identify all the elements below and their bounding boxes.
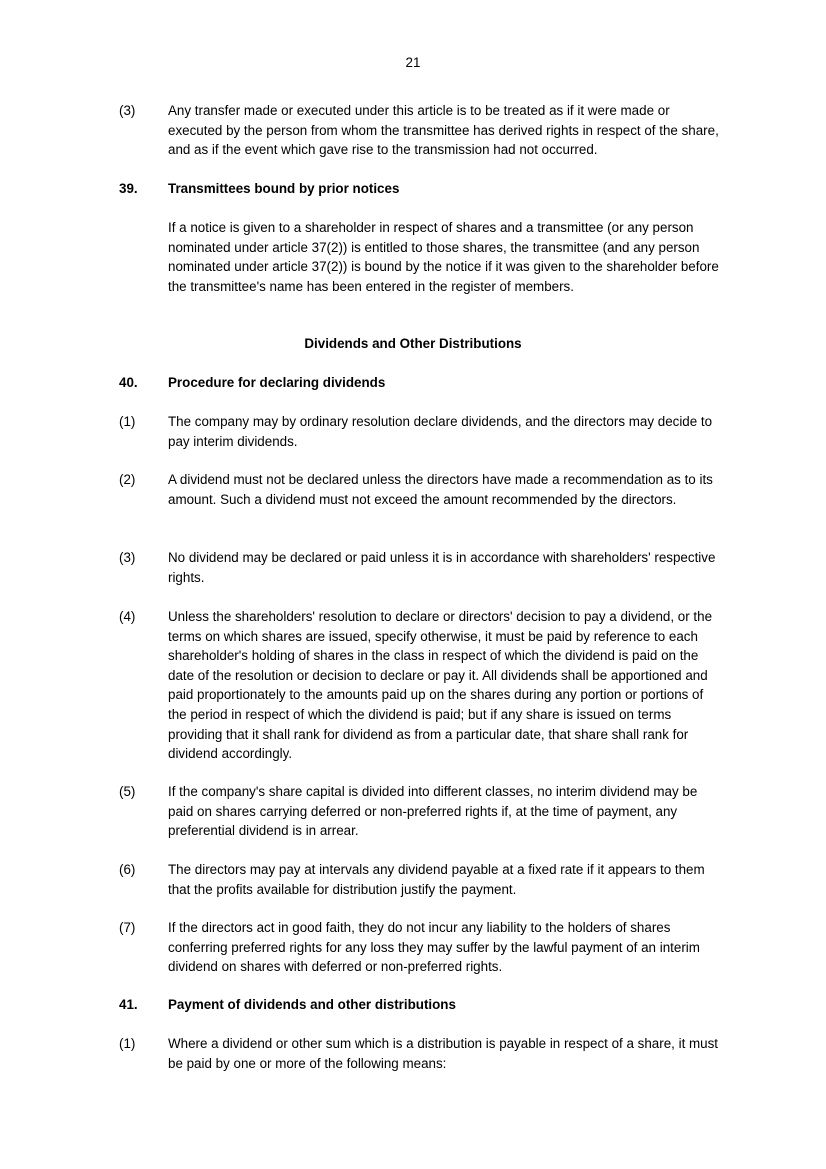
paragraph-40-5 [119, 782, 719, 841]
paragraph-40-2 [119, 470, 719, 509]
paragraph-text: If the company's share capital is divided into different classes, no interim dividend may be paid on shares carrying deferred or non-preferred rights if, at the time of payment, any preferential dividend is in arrear. [168, 784, 698, 839]
paragraph-40-7 [119, 918, 719, 977]
article-number: 39. [119, 181, 138, 196]
article-40-heading [119, 373, 719, 393]
article-39-heading [119, 179, 719, 199]
article-number: 41. [119, 997, 138, 1012]
article-number: 40. [119, 375, 138, 390]
paragraph-text: The company may by ordinary resolution declare dividends, and the directors may decide to pay interim dividends. [168, 414, 713, 449]
paragraph-40-4 [119, 607, 719, 764]
paragraph-41-1 [119, 1034, 719, 1073]
paragraph-40-3 [119, 548, 719, 587]
paragraph-text: No dividend may be declared or paid unless it is in accordance with shareholders' respective rights. [168, 550, 716, 585]
paragraph-number: (3) [119, 103, 136, 118]
paragraph-text: If the directors act in good faith, they do not incur any liability to the holders of shares conferring preferred rights for any loss they may suffer by the lawful payment of an interim dividend on shares with deferred or non-preferred rights. [168, 920, 700, 975]
paragraph-number: (3) [119, 550, 136, 565]
paragraph-number: (1) [119, 414, 136, 429]
section-heading: Dividends and Other Distributions [304, 336, 522, 351]
article-41-heading [119, 995, 719, 1015]
article-title: Procedure for declaring dividends [168, 375, 386, 390]
article-39-body [119, 218, 719, 296]
page-number: 21 [405, 55, 421, 70]
paragraph-number: (4) [119, 609, 136, 624]
paragraph-text: A dividend must not be declared unless the directors have made a recommendation as to its amount. Such a dividend must not exceed the amount recommended by the directors. [168, 472, 713, 507]
paragraph-text: Unless the shareholders' resolution to declare or directors' decision to pay a dividend, or the terms on which shares are issued, specify otherwise, it must be paid by reference to each shareholder's holding of shares in the class in respect of which the dividend is paid on the date of the resolution or decision to declare or pay it. All dividends shall be apportioned and paid proportionately to the amounts paid up on the shares during any portion or portions of the period in respect of which the dividend is paid; but if any share is issued on terms providing that it shall rank for dividend as from a particular date, that share shall rank for dividend accordingly. [168, 609, 713, 762]
article-title: Transmittees bound by prior notices [168, 181, 400, 196]
paragraph-text: Where a dividend or other sum which is a distribution is payable in respect of a share, it must be paid by one or more of the following means: [168, 1036, 719, 1071]
article-title: Payment of dividends and other distributions [168, 997, 456, 1012]
paragraph-text: If a notice is given to a shareholder in respect of shares and a transmittee (or any person nominated under article 37(2)) is entitled to those shares, the transmittee (and any person nominated under article 37(2)) is bound by the notice if it was given to the shareholder before the transmittee's name has been entered in the register of members. [168, 220, 719, 294]
paragraph-number: (2) [119, 472, 136, 487]
paragraph-38-3 [119, 101, 719, 160]
paragraph-text: The directors may pay at intervals any dividend payable at a fixed rate if it appears to them that the profits available for distribution justify the payment. [168, 862, 705, 897]
paragraph-number: (7) [119, 920, 136, 935]
paragraph-40-1 [119, 412, 719, 451]
paragraph-number: (5) [119, 784, 136, 799]
paragraph-number: (1) [119, 1036, 136, 1051]
paragraph-number: (6) [119, 862, 136, 877]
paragraph-40-6 [119, 860, 719, 899]
paragraph-text: Any transfer made or executed under this article is to be treated as if it were made or executed by the person from whom the transmittee has derived rights in respect of the share, and as if the event which gave rise to the transmission had not occurred. [168, 103, 719, 158]
